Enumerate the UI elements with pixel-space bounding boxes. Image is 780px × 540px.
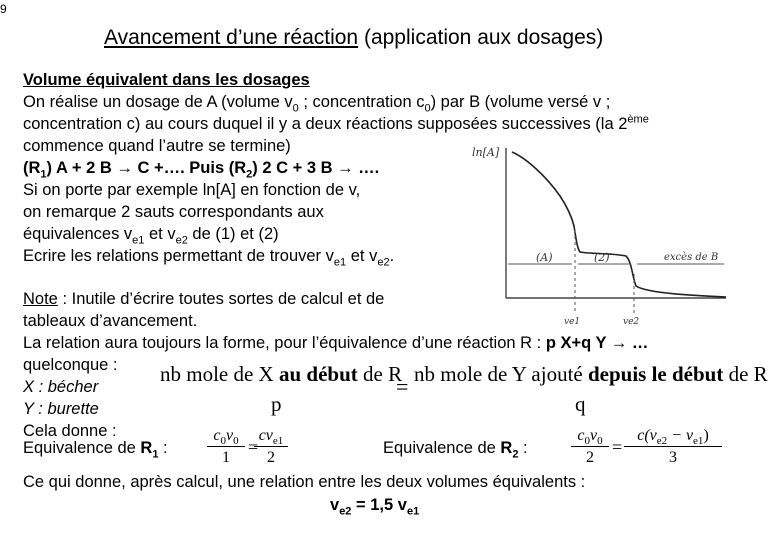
plot-text: Ecrire les relations permettant de trouver v (23, 247, 334, 265)
reaction-text: (R (228, 159, 247, 177)
note-text: La relation aura toujours la forme, pour l’équivalence d’une réaction R : (23, 334, 546, 352)
sub: 1 (40, 168, 47, 181)
fraction-denominator: 3 (669, 449, 677, 466)
sub: 2 (246, 168, 253, 181)
fraction-denominator: 2 (267, 449, 275, 466)
equivalence-r1-label (23, 438, 168, 460)
sub: 0 (597, 435, 603, 448)
sub: 2 (512, 448, 519, 461)
formula-text: nb mole de X (160, 362, 279, 386)
intro-line-1 (23, 92, 610, 114)
arrow-icon: → (610, 334, 628, 352)
intro-line-2 (23, 114, 649, 136)
note-reaction: … (627, 334, 649, 352)
ve2-label: ve2 (623, 317, 640, 327)
fraction-numerator (571, 426, 609, 448)
fraction-numerator (207, 426, 245, 448)
section-heading: Volume équivalent dans les dosages (23, 71, 310, 89)
frac-part: v (226, 427, 234, 444)
x-label: X : bécher (23, 378, 99, 396)
note-reaction: p X+q Y (545, 334, 611, 352)
formula-bold: depuis le début (587, 362, 724, 386)
formula-text: de R (357, 362, 403, 386)
plot-line-1: Si on porte par exemple ln[A] en fonction de v, (23, 181, 361, 199)
plot-line-4 (23, 246, 394, 268)
cela-line: Cela donne : (23, 422, 117, 440)
fraction-bar (207, 446, 245, 447)
y-label: Y : burette (23, 400, 99, 418)
reaction-text: C +…. Puis (132, 159, 229, 177)
reaction-text: …. (353, 159, 380, 177)
fraction-numerator (624, 426, 722, 448)
frac-part: c(v (637, 427, 657, 444)
intro-line-3: commence quand l’autre se termine) (23, 137, 291, 155)
sub: e2 (656, 435, 668, 448)
note-label: Note (23, 290, 58, 308)
plot-text: et v (144, 225, 176, 243)
eq-bold: R (500, 439, 513, 457)
page-title (104, 26, 603, 50)
equivalence-r2-label (383, 438, 528, 460)
sub: e1 (132, 234, 145, 247)
sub: e1 (693, 435, 704, 448)
formula-equals: = (396, 374, 409, 399)
sub: e2 (377, 256, 390, 269)
fraction-r1-right (254, 426, 288, 467)
equals-r2: = (612, 437, 623, 457)
note-text: : Inutile d’écrire toutes sortes de calcul et de (57, 290, 385, 308)
reactions-line (23, 158, 379, 180)
fraction-denominator: 2 (586, 449, 594, 466)
formula-lhs (160, 362, 402, 387)
conclusion-line: Ce qui donne, après calcul, une relation entre les deux volumes équivalents : (23, 473, 586, 491)
formula-text: nb mole de Y ajouté (414, 362, 588, 386)
sub: 0 (220, 435, 226, 448)
slide-number: 9 (0, 2, 7, 16)
result-line (330, 495, 419, 517)
sub: 0 (233, 435, 239, 448)
sub: 0 (292, 102, 299, 115)
reaction-text: ) 2 C + 3 B (252, 159, 338, 177)
eq-bold: R (140, 439, 153, 457)
arrow-icon: → (337, 159, 354, 177)
intro-text: ; concentration c (298, 93, 425, 111)
sub: 0 (424, 102, 431, 115)
sub: e1 (406, 505, 420, 518)
result-text: v (330, 496, 340, 514)
equals-r1: = (248, 437, 259, 457)
title-rest: (application aux dosages) (358, 26, 604, 49)
frac-part: ) (703, 427, 709, 444)
note-line-1 (23, 289, 384, 311)
sub: 1 (152, 448, 159, 461)
intro-text: concentration c) au cours duquel il y a deux réactions supposées successives (la 2 (23, 115, 628, 133)
plot-text: équivalences v (23, 225, 133, 243)
frac-part: c (577, 427, 585, 444)
plot-text: de (1) et (2) (187, 225, 279, 243)
reaction-text: (R (23, 159, 41, 177)
fraction-r1-left (207, 426, 245, 467)
fraction-bar (624, 446, 722, 447)
sup: ème (627, 113, 649, 126)
ve1-label: ve1 (564, 317, 581, 327)
plot-text: . (389, 247, 395, 265)
eq-text: : (158, 439, 168, 457)
fraction-bar (571, 446, 609, 447)
formula-p: p (271, 392, 282, 416)
frac-part: − v (667, 427, 694, 444)
frac-part: c (213, 427, 221, 444)
formula-q: q (575, 392, 586, 416)
fraction-denominator: 1 (222, 449, 230, 466)
fraction-r2-right (624, 426, 722, 467)
result-text: = 1,5 v (351, 496, 407, 514)
formula-text: de R (723, 362, 768, 386)
title-underlined: Avancement d’une réaction (104, 26, 359, 49)
titration-graph (464, 134, 734, 330)
fraction-numerator (254, 426, 288, 448)
zone1-label: (A) (536, 251, 553, 264)
eq-text: : (518, 439, 528, 457)
y-axis-label: ln[A] (472, 146, 500, 159)
excess-label: excès de B (664, 252, 719, 263)
plot-line-3 (23, 224, 279, 246)
intro-text: ) par B (volume versé v ; (430, 93, 611, 111)
note-line-4: quelconque : (23, 356, 118, 374)
eq-text: Equivalence de (23, 439, 141, 457)
plot-text: et v (346, 247, 378, 265)
sub: e2 (339, 505, 352, 518)
reaction-text: ) A + 2 B (46, 159, 117, 177)
plot-line-2: on remarque 2 sauts correspondants aux (23, 203, 324, 221)
sub: e1 (272, 435, 284, 448)
eq-text: Equivalence de (383, 439, 501, 457)
sub: e2 (175, 234, 188, 247)
zone2-label: (2) (594, 251, 610, 264)
intro-text: On réalise un dosage de A (volume v (23, 93, 293, 111)
formula-rhs (414, 362, 768, 387)
note-line-2: tableaux d’avancement. (23, 312, 198, 330)
curve-line (512, 152, 726, 297)
note-line-3 (23, 333, 648, 355)
frac-part: cv (258, 427, 273, 444)
formula-bold: au début (278, 362, 358, 386)
sub: 0 (584, 435, 590, 448)
sub: e1 (333, 256, 347, 269)
fraction-r2-left (571, 426, 609, 467)
frac-part: v (590, 427, 598, 444)
arrow-icon: → (116, 159, 133, 177)
